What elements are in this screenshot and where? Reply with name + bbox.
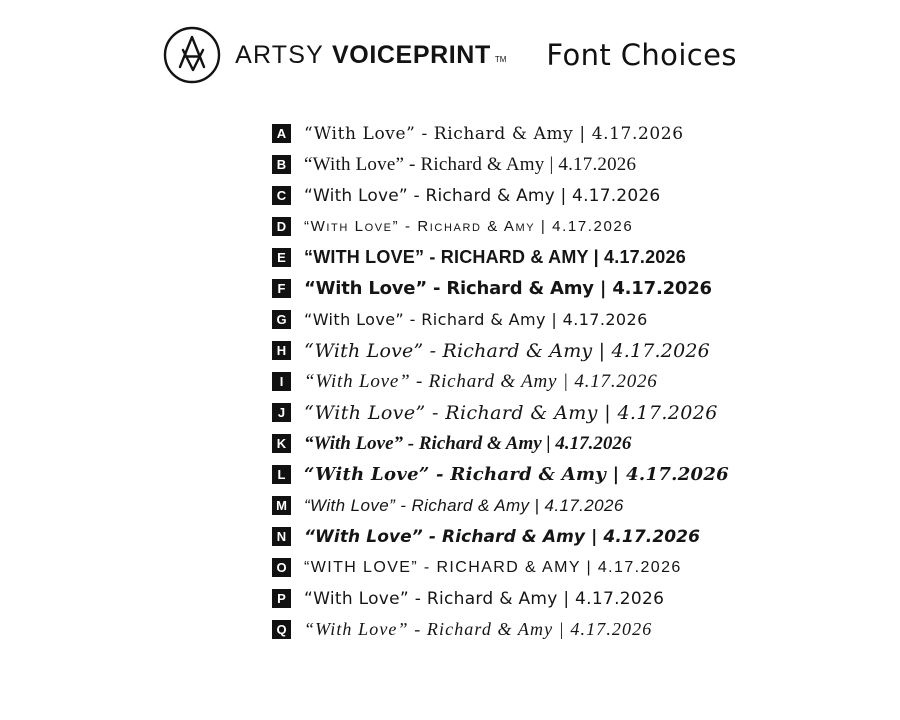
font-choice-row[interactable]	[272, 242, 900, 273]
font-choice-letter-badge: O	[272, 558, 291, 577]
artsy-voiceprint-logo-icon	[163, 26, 221, 84]
font-choice-sample-text: “With Love” - Richard & Amy | 4.17.2026	[304, 310, 648, 329]
font-choice-letter-badge: B	[272, 155, 291, 174]
font-choice-sample-text: “With Love” - Richard & Amy | 4.17.2026	[304, 588, 665, 609]
font-choice-sample-text: “With Love” - Richard & Amy | 4.17.2026	[304, 370, 658, 392]
font-choice-sample-text: “With Love” - Richard & Amy | 4.17.2026	[304, 153, 637, 175]
font-choice-letter-badge: M	[272, 496, 291, 515]
font-choice-sample-text: “With Love” - Richard & Amy | 4.17.2026	[304, 619, 653, 639]
font-choice-letter-badge: G	[272, 310, 291, 329]
font-choice-row[interactable]	[272, 149, 900, 180]
page-title: Font Choices	[546, 38, 737, 72]
font-choice-row[interactable]	[272, 273, 900, 304]
font-choice-letter-badge: F	[272, 279, 291, 298]
font-choice-row[interactable]	[272, 428, 900, 459]
font-choice-row[interactable]	[272, 583, 900, 614]
font-choice-sample-text: “With Love” - Richard & Amy | 4.17.2026	[304, 339, 710, 362]
font-choice-sample-text: “With Love” - Richard & Amy | 4.17.2026	[304, 526, 701, 547]
font-choice-sample-text: “WITH LOVE” - RICHARD & AMY | 4.17.2026	[304, 247, 686, 267]
font-choice-sample-text: “WITH LOVE” - RICHARD & AMY | 4.17.2026	[304, 558, 682, 576]
font-choice-sample-text: “With Love” - Richard & Amy | 4.17.2026	[304, 401, 718, 424]
font-choice-letter-badge: I	[272, 372, 291, 391]
font-choice-sample-text: “With Love” - Richard & Amy | 4.17.2026	[304, 278, 712, 299]
font-choices-list	[0, 118, 900, 645]
font-choice-row[interactable]	[272, 118, 900, 149]
font-choice-letter-badge: P	[272, 589, 291, 608]
font-choice-sample-text: “With Love” - Richard & Amy | 4.17.2026	[304, 123, 684, 144]
font-choice-row[interactable]	[272, 521, 900, 552]
font-choice-letter-badge: H	[272, 341, 291, 360]
brand-voiceprint: VOICEPRINT	[332, 40, 491, 69]
font-choice-letter-badge: Q	[272, 620, 291, 639]
font-choice-sample-text: “With Love” - Richard & Amy | 4.17.2026	[304, 495, 624, 515]
font-choice-row[interactable]	[272, 490, 900, 521]
brand-trademark: TM	[494, 54, 507, 64]
font-choice-letter-badge: D	[272, 217, 291, 236]
font-choice-row[interactable]	[272, 366, 900, 397]
font-choice-sample-text: “With Love” - Richard & Amy | 4.17.2026	[304, 432, 632, 454]
font-choice-letter-badge: K	[272, 434, 291, 453]
font-choice-sample-text: “With Love” - Richard & Amy | 4.17.2026	[304, 464, 730, 485]
font-choice-row[interactable]	[272, 552, 900, 583]
font-choice-sample-text: “With Love” - Richard & Amy | 4.17.2026	[304, 185, 661, 206]
font-choice-row[interactable]	[272, 397, 900, 428]
font-choice-letter-badge: C	[272, 186, 291, 205]
font-choice-letter-badge: A	[272, 124, 291, 143]
font-choice-row[interactable]	[272, 335, 900, 366]
brand-wordmark	[235, 41, 510, 70]
font-choice-row[interactable]	[272, 211, 900, 242]
font-choice-letter-badge: E	[272, 248, 291, 267]
font-choice-letter-badge: J	[272, 403, 291, 422]
font-choice-letter-badge: N	[272, 527, 291, 546]
font-choice-row[interactable]	[272, 459, 900, 490]
font-choice-row[interactable]	[272, 180, 900, 211]
page-header	[0, 0, 900, 84]
font-choice-letter-badge: L	[272, 465, 291, 484]
brand-artsy: ARTSY	[235, 40, 325, 69]
font-choice-sample-text: “With Love” - Richard & Amy | 4.17.2026	[304, 218, 634, 235]
font-choice-row[interactable]	[272, 614, 900, 645]
font-choice-row[interactable]	[272, 304, 900, 335]
